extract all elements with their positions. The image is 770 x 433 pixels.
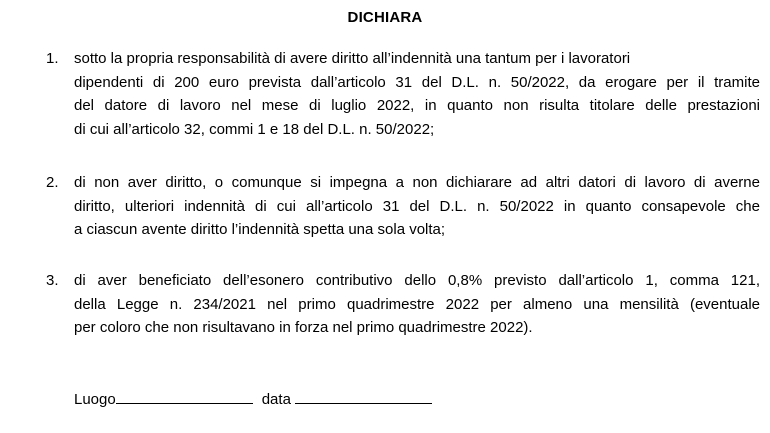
item-text-line: della Legge n. 234/2021 nel primo quadrimestre 2022 per almeno una mensilità (eventuale — [74, 295, 760, 313]
date-field[interactable] — [295, 387, 432, 404]
item-text-line: a ciascun avente diritto l’indennità spetta una sola volta; — [74, 221, 446, 238]
item-text-line: di cui all’articolo 32, commi 1 e 18 del D.L. n. 50/2022; — [74, 120, 435, 138]
signature-row — [74, 387, 432, 411]
item-text — [74, 171, 760, 242]
item-text-line: per coloro che non risultavano in forza nel primo quadrimestre 2022). — [74, 319, 533, 336]
item-text-line: dipendenti di 200 euro prevista dall’articolo 31 del D.L. n. 50/2022, da erogare per il tramite — [74, 73, 760, 91]
item-number: 1. — [46, 50, 59, 67]
declaration-item-1 — [46, 47, 760, 141]
place-label: Luogo — [74, 391, 116, 408]
item-text — [74, 47, 760, 141]
document-heading: DICHIARA — [347, 9, 423, 26]
item-text-line: del datore di lavoro nel mese di luglio 2022, in quanto non risulta titolare delle prestazioni — [74, 97, 760, 114]
item-text — [74, 269, 760, 340]
item-number: 3. — [46, 272, 59, 289]
date-label: data — [261, 391, 291, 408]
item-text-line: sotto la propria responsabilità di avere diritto all’indennità una tantum per i lavoratori — [74, 50, 631, 67]
item-text-line: di aver beneficiato dell’esonero contributivo dello 0,8% previsto dall’articolo 1, comma 121, — [74, 272, 760, 289]
place-field[interactable] — [116, 387, 253, 404]
item-text-line: diritto, ulteriori indennità di cui all’articolo 31 del D.L. n. 50/2022 in quanto consapevole che — [74, 197, 760, 215]
declaration-item-2 — [46, 171, 760, 242]
item-number: 2. — [46, 174, 59, 191]
declaration-item-3 — [46, 269, 760, 340]
item-text-line: di non aver diritto, o comunque si impegna a non dichiarare ad altri datori di lavoro di averne — [74, 174, 760, 191]
